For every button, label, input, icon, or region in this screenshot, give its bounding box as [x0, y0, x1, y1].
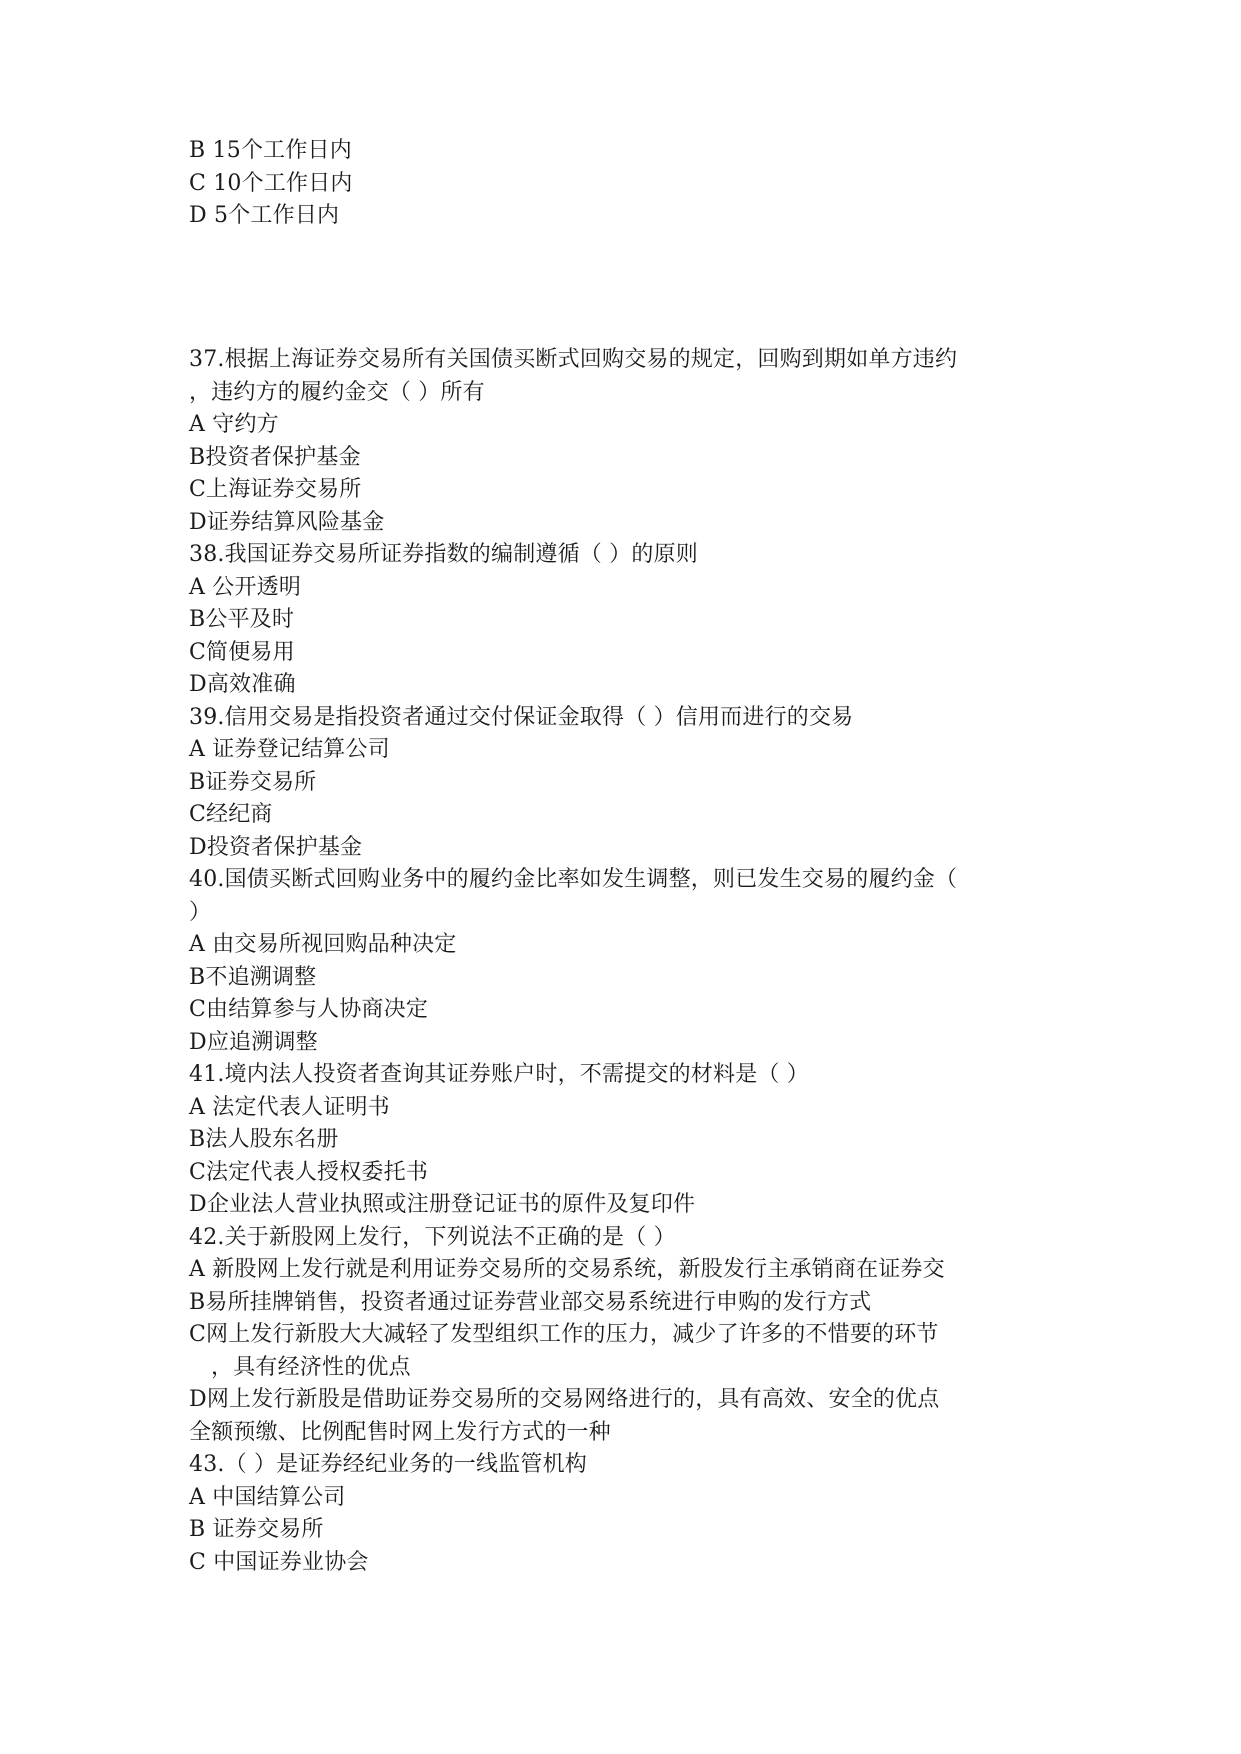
option-d-continued: 全额预缴、比例配售时网上发行方式的一种	[189, 1419, 611, 1445]
question-37	[189, 344, 1069, 539]
option-a: A 中国结算公司	[189, 1484, 346, 1510]
question-stem: 37.根据上海证券交易所有关国债买断式回购交易的规定，回购到期如单方违约	[189, 347, 958, 372]
option-c-continued: ，具有经济性的优点	[211, 1354, 411, 1380]
option-d: D企业法人营业执照或注册登记证书的原件及复印件	[189, 1192, 696, 1217]
question-40	[189, 864, 1069, 1059]
option-d: D投资者保护基金	[189, 834, 363, 860]
question-stem: 38.我国证券交易所证券指数的编制遵循（ ）的原则	[189, 542, 698, 567]
option-b: B 15个工作日内	[189, 138, 352, 163]
question-38	[189, 539, 1069, 702]
option-c: C 中国证券业协会	[189, 1549, 369, 1575]
option-d: D 5个工作日内	[189, 203, 340, 228]
option-c: C法定代表人授权委托书	[189, 1159, 429, 1185]
question-39	[189, 702, 1069, 865]
option-a: A 守约方	[189, 412, 279, 437]
option-b: B易所挂牌销售，投资者通过证券营业部交易系统进行申购的发行方式	[189, 1289, 872, 1315]
question-stem: 40.国债买断式回购业务中的履约金比率如发生调整，则已发生交易的履约金（	[189, 867, 958, 892]
question-43	[189, 1449, 1069, 1579]
option-d: D网上发行新股是借助证券交易所的交易网络进行的，具有高效、安全的优点	[189, 1387, 940, 1412]
question-stem: 41.境内法人投资者查询其证券账户时，不需提交的材料是（ ）	[189, 1062, 809, 1087]
option-a: A 公开透明	[189, 574, 302, 600]
question-stem: 39.信用交易是指投资者通过交付保证金取得（ ）信用而进行的交易	[189, 704, 854, 730]
option-c: C简便易用	[189, 639, 295, 665]
option-a: A 由交易所视回购品种决定	[189, 932, 457, 957]
option-d: D高效准确	[189, 672, 296, 697]
question-stem-continued: ，违约方的履约金交（ ）所有	[189, 379, 485, 405]
option-c: C上海证券交易所	[189, 477, 362, 502]
option-b: B证券交易所	[189, 769, 317, 795]
question-42	[189, 1222, 1069, 1450]
previous-question-options	[189, 135, 1069, 233]
option-c: C网上发行新股大大减轻了发型组织工作的压力，减少了许多的不惜要的环节	[189, 1322, 939, 1347]
question-stem: 42.关于新股网上发行，下列说法不正确的是（ ）	[189, 1224, 676, 1250]
option-b: B公平及时	[189, 607, 295, 632]
question-stem: 43.（ ）是证券经纪业务的一线监管机构	[189, 1452, 587, 1477]
option-d: D应追溯调整	[189, 1029, 318, 1055]
question-41	[189, 1059, 1069, 1222]
option-d: D证券结算风险基金	[189, 509, 385, 535]
option-b: B投资者保护基金	[189, 444, 361, 470]
option-a: A 新股网上发行就是利用证券交易所的交易系统，新股发行主承销商在证券交	[189, 1257, 945, 1282]
option-c: C经纪商	[189, 802, 273, 827]
option-c: C 10个工作日内	[189, 170, 353, 196]
option-a: A 证券登记结算公司	[189, 737, 390, 762]
question-stem-continued: ）	[189, 899, 212, 925]
option-c: C由结算参与人协商决定	[189, 997, 429, 1022]
option-b: B不追溯调整	[189, 964, 317, 990]
option-b: B 证券交易所	[189, 1517, 324, 1542]
question-list	[189, 344, 1069, 1579]
option-a: A 法定代表人证明书	[189, 1094, 390, 1120]
option-b: B法人股东名册	[189, 1127, 339, 1152]
